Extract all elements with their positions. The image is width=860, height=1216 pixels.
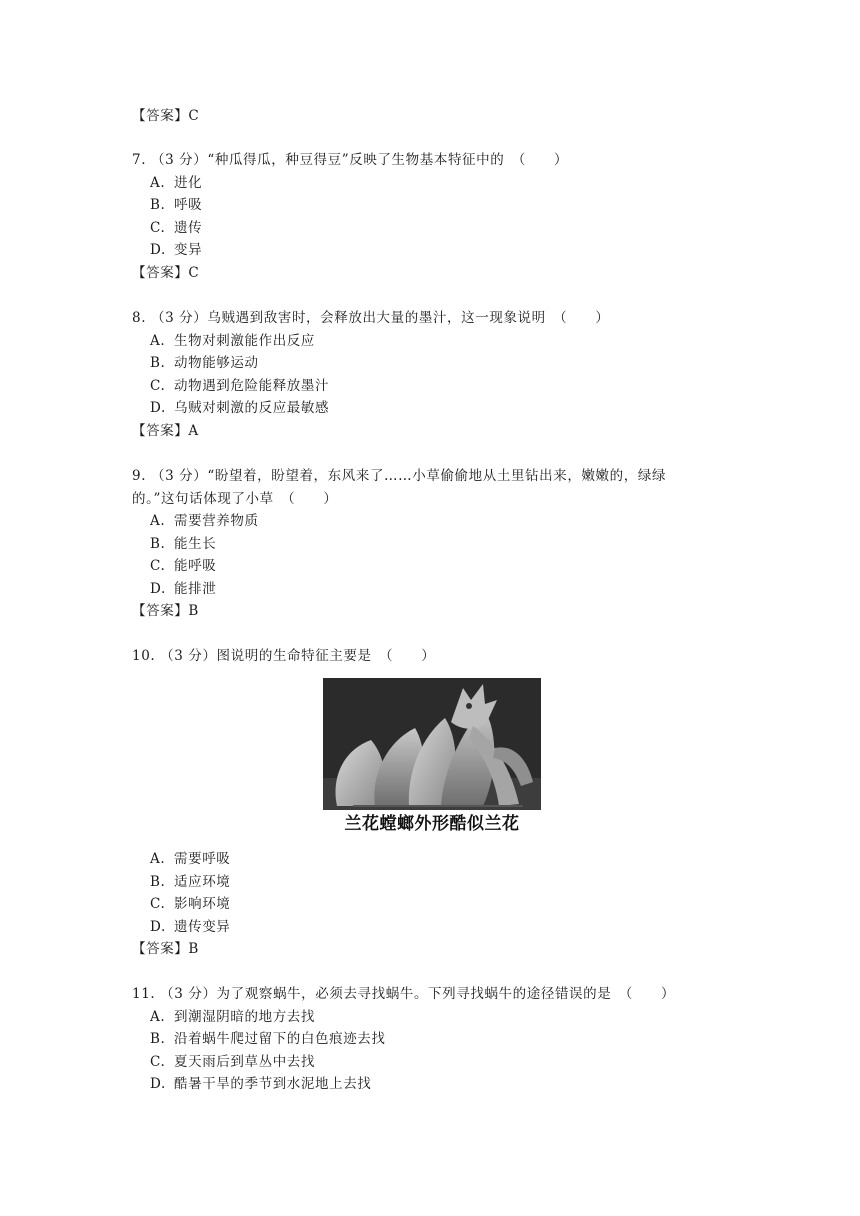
option-text: 生物对刺激能作出反应: [174, 333, 315, 349]
question-11-option-b: [150, 1030, 386, 1048]
answer-q10: 【答案】B: [132, 941, 199, 957]
question-10-stem: 10. （3 分）图说明的生命特征主要是 （ ）: [132, 648, 436, 664]
question-10-option-d: [150, 918, 230, 936]
question-11-option-a: [150, 1008, 315, 1026]
option-letter: D.: [150, 581, 166, 597]
question-7-option-d: [150, 241, 202, 259]
question-11-option-c: [150, 1053, 315, 1071]
option-text: 能生长: [174, 536, 217, 552]
question-8-stem: 8. （3 分）乌贼遇到敌害时，会释放出大量的墨汁，这一现象说明 （ ）: [132, 310, 610, 326]
answer-q8: 【答案】A: [132, 423, 199, 439]
question-11-option-d: [150, 1075, 371, 1093]
question-7-option-a: [150, 174, 202, 192]
option-letter: B.: [150, 536, 166, 552]
option-letter: C.: [150, 378, 166, 394]
option-letter: D.: [150, 919, 166, 935]
answer-q7: 【答案】C: [132, 265, 200, 281]
option-text: 需要营养物质: [174, 513, 259, 529]
orchid-mantis-photo: [323, 678, 541, 810]
question-8-option-d: [150, 399, 329, 417]
question-8-option-c: [150, 377, 329, 395]
option-letter: B.: [150, 1031, 166, 1047]
option-letter: B.: [150, 874, 166, 890]
option-letter: C.: [150, 896, 166, 912]
option-text: 乌贼对刺激的反应最敏感: [174, 400, 330, 416]
option-letter: A.: [150, 1009, 166, 1025]
option-text: 能呼吸: [174, 558, 217, 574]
question-9-option-b: [150, 535, 216, 553]
option-letter: A.: [150, 851, 166, 867]
option-letter: B.: [150, 197, 166, 213]
question-10-option-c: [150, 895, 230, 913]
option-text: 动物能够运动: [174, 355, 259, 371]
question-9-stem-line1: 9. （3 分）“盼望着，盼望着，东风来了……小草偷偷地从土里钻出来，嫩嫩的，绿绿: [132, 468, 667, 484]
option-text: 影响环境: [174, 896, 231, 912]
option-text: 进化: [174, 175, 203, 191]
question-9-option-d: [150, 580, 216, 598]
option-letter: A.: [150, 175, 166, 191]
option-text: 到潮湿阴暗的地方去找: [174, 1009, 315, 1025]
option-text: 遗传变异: [174, 919, 231, 935]
question-7-option-b: [150, 196, 202, 214]
option-letter: D.: [150, 1076, 166, 1092]
option-letter: A.: [150, 513, 166, 529]
option-text: 呼吸: [174, 197, 203, 213]
question-8-option-a: [150, 332, 315, 350]
option-letter: D.: [150, 400, 166, 416]
option-text: 适应环境: [174, 874, 231, 890]
question-7-stem: 7. （3 分）“种瓜得瓜，种豆得豆”反映了生物基本特征中的 （ ）: [132, 152, 569, 168]
option-text: 遗传: [174, 220, 203, 236]
option-text: 沿着蜗牛爬过留下的白色痕迹去找: [174, 1031, 386, 1047]
answer-q9: 【答案】B: [132, 603, 199, 619]
option-letter: A.: [150, 333, 166, 349]
question-9-stem-line2: 的。”这句话体现了小草 （ ）: [132, 491, 338, 507]
question-7-option-c: [150, 219, 202, 237]
option-text: 能排泄: [174, 581, 217, 597]
option-text: 酷暑干旱的季节到水泥地上去找: [174, 1076, 372, 1092]
question-11-stem: 11. （3 分）为了观察蜗牛，必须去寻找蜗牛。下列寻找蜗牛的途径错误的是 （ ）: [132, 986, 676, 1002]
question-9-option-c: [150, 557, 216, 575]
option-letter: C.: [150, 558, 166, 574]
question-8-option-b: [150, 354, 259, 372]
figure-caption: 兰花螳螂外形酷似兰花: [344, 814, 520, 834]
question-10-option-a: [150, 850, 230, 868]
question-10-option-b: [150, 873, 230, 891]
option-text: 夏天雨后到草丛中去找: [174, 1054, 315, 1070]
option-text: 变异: [174, 242, 203, 258]
option-letter: D.: [150, 242, 166, 258]
option-text: 动物遇到危险能释放墨汁: [174, 378, 330, 394]
option-letter: B.: [150, 355, 166, 371]
question-9-option-a: [150, 512, 259, 530]
option-text: 需要呼吸: [174, 851, 231, 867]
option-letter: C.: [150, 1054, 166, 1070]
option-letter: C.: [150, 220, 166, 236]
answer-q6: 【答案】C: [132, 108, 200, 124]
